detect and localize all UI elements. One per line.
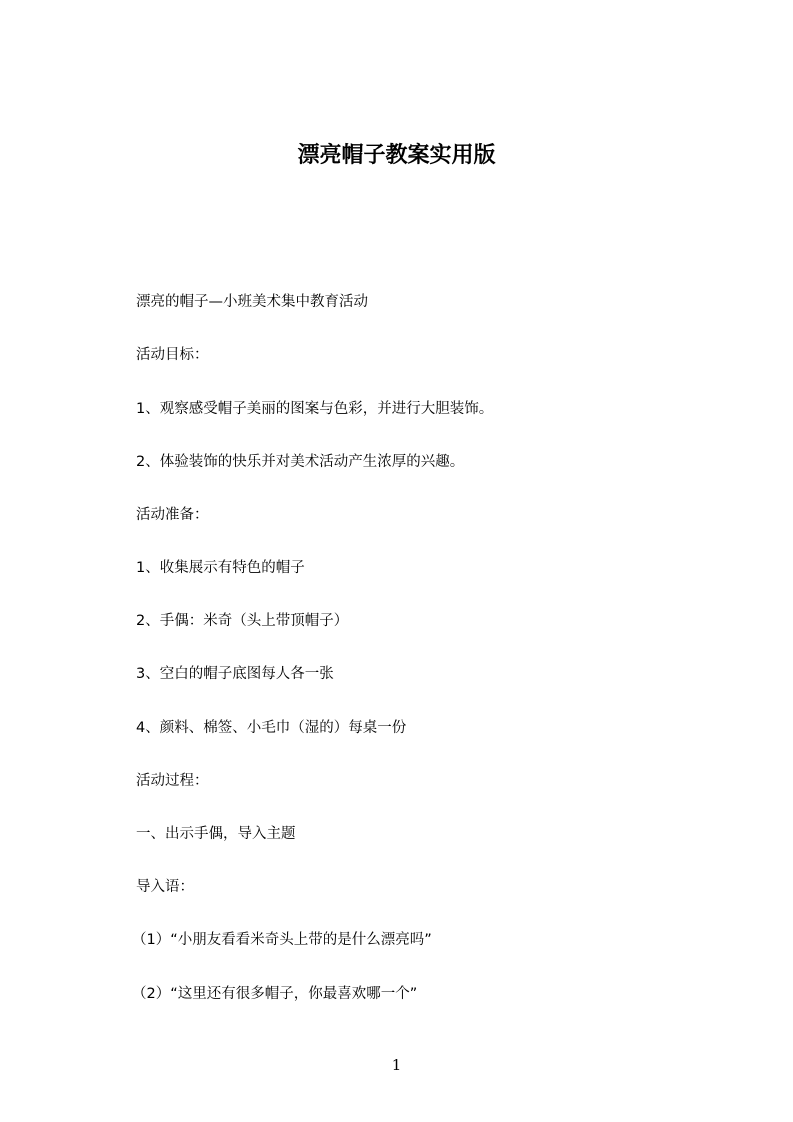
section-heading-preparation: 活动准备： xyxy=(136,507,209,523)
activity-heading: 漂亮的帽子—小班美术集中教育活动 xyxy=(136,294,368,310)
goal-item-1: 1、观察感受帽子美丽的图案与色彩，并进行大胆装饰。 xyxy=(136,401,494,417)
document-title: 漂亮帽子教案实用版 xyxy=(297,143,496,168)
intro-label: 导入语： xyxy=(136,879,194,895)
preparation-item-2: 2、手偶：米奇（头上带顶帽子） xyxy=(136,613,349,629)
section-heading-process: 活动过程： xyxy=(136,773,209,789)
preparation-item-3: 3、空白的帽子底图每人各一张 xyxy=(136,666,334,682)
page-number: 1 xyxy=(391,1056,402,1074)
section-heading-goals: 活动目标： xyxy=(136,347,209,363)
intro-question-1: （1）“小朋友看看米奇头上带的是什么漂亮吗” xyxy=(132,932,432,948)
intro-question-2: （2）“这里还有很多帽子，你最喜欢哪一个” xyxy=(132,986,418,1002)
preparation-item-4: 4、颜料、棉签、小毛巾（湿的）每桌一份 xyxy=(136,720,407,736)
preparation-item-1: 1、收集展示有特色的帽子 xyxy=(136,560,305,576)
process-step-1: 一、出示手偶，导入主题 xyxy=(136,826,296,842)
goal-item-2: 2、体验装饰的快乐并对美术活动产生浓厚的兴趣。 xyxy=(136,454,465,470)
